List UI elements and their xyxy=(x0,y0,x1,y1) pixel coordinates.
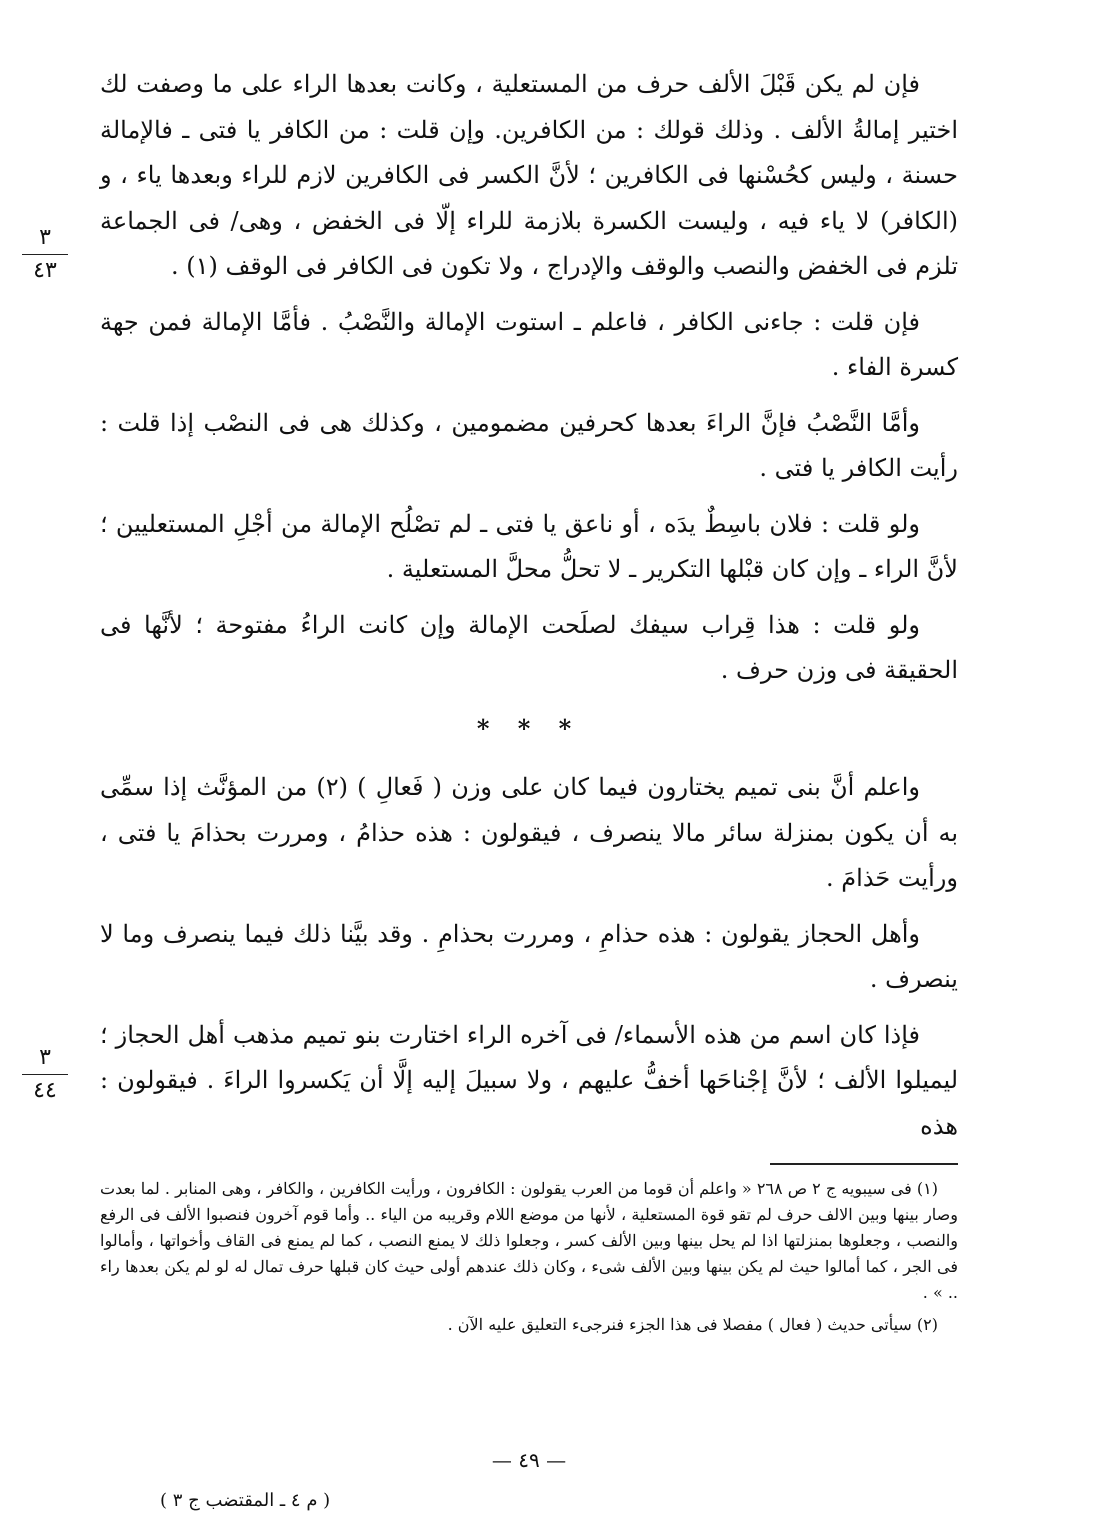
margin-reference-2 xyxy=(22,1046,68,1103)
margin-ref-volume: ٣ xyxy=(22,226,68,255)
footnote-2: (٢) سيأتى حديث ( فعال ) مفصلا فى هذا الجزء فنرجىء التعليق عليه الآن . xyxy=(447,1315,938,1334)
section-separator: * * * xyxy=(476,713,582,743)
paragraph-8: فإذا كان اسم من هذه الأسماء/ فى آخره الراء اختارت بنو تميم مذهب أهل الحجاز ؛ ليميلوا الألف ؛ لأنَّ إجْناحَها أخفُّ عليهم ، ولا سبيلَ إليه إلَّا أن يَكسروا الراءَ . فيقولون : هذه xyxy=(100,1020,958,1140)
footnote-1: (١) فى سيبويه ج ٢ ص ٢٦٨ « واعلم أن قوما من العرب يقولون : الكافرون ، ورأيت الكافرين ، والكافر ، وهى المنابر . لما بعدت وصار بينها وبين الالف حرف لم تقو قوة المستعلية ، لأنها من موضع اللام وقريبه من الياء .. وأما قوم آخرون فنصبوا الألف فى الرفع والنصب ، وجعلوها بمنزلتها اذا لم يحل بينها وبين الألف كسر ، وجعلوا ذلك لا يمنع النصب ، كما لم يمنع فى القاف وأخواتها ، وأمالوا فى الجر ، كما أمالوا حيث لم يكن بينها وبين الألف شىء ، وكان ذلك عندهم أولى حيث كان قبلها حرف تمال له لو لم يكن بعدها راء .. » . xyxy=(100,1179,958,1302)
margin-ref-page: ٤٤ xyxy=(33,1078,57,1103)
paragraph-6: واعلم أنَّ بنى تميم يختارون فيما كان على وزن ( فَعالِ ) (٢) من المؤنَّث إذا سمِّى به أن يكون بمنزلة سائر مالا ينصرف ، فيقولون : هذه حذامُ ، ومررت بحذامَ يا فتى ، ورأيت حَذامَ . xyxy=(100,773,958,892)
paragraph-2: فإن قلت : جاءنى الكافر ، فاعلم ـ استوت الإمالة والنَّصْبُ . فأمَّا الإمالة فمن جهة كسرة الفاء . xyxy=(100,307,958,381)
margin-ref-page: ٤٣ xyxy=(33,258,57,283)
paragraph-1: فإن لم يكن قَبْلَ الألف حرف من المستعلية ، وكانت بعدها الراء على ما وصفت لك اختير إمالةُ الألف . وذلك قولك : من الكافرين. وإن قلت : من الكافر يا فتى ـ فالإمالة حسنة ، وليس كحُسْنها فى الكافرين ؛ لأنَّ الكسر فى الكافرين لازم للراء وبعدها ياء ، و (الكافر) لا ياء فيه ، وليست الكسرة بلازمة للراء إلّا فى الخفض ، وهى/ فى الجماعة تلزم فى الخفض والنصب والوقف والإدراج ، ولا تكون فى الكافر فى الوقف (١) . xyxy=(100,70,958,280)
main-text xyxy=(100,62,958,1159)
paragraph-3: وأمَّا النَّصْبُ فإنَّ الراءَ بعدها كحرفين مضمومين ، وكذلك هى فى النصْب إذا قلت : رأيت الكافر يا فتى . xyxy=(100,408,958,482)
footnote-divider xyxy=(770,1163,958,1165)
margin-ref-volume: ٣ xyxy=(22,1046,68,1075)
footnotes xyxy=(100,1176,958,1344)
paragraph-7: وأهل الحجاز يقولون : هذه حذامِ ، ومررت بحذامِ . وقد بيَّنا ذلك فيما ينصرف وما لا ينصرف . xyxy=(100,919,958,993)
margin-reference-1 xyxy=(22,226,68,283)
page-number: — ٤٩ — xyxy=(491,1448,567,1472)
paragraph-4: ولو قلت : فلان باسِطٌ يدَه ، أو ناعق يا فتى ـ لم تصْلُح الإمالة من أجْلِ المستعليين ؛ لأنَّ الراء ـ وإن كان قبْلها التكرير ـ لا تحلُّ محلَّ المستعلية . xyxy=(100,509,958,583)
signature-mark: ( م ٤ ـ المقتضب ج ٣ ) xyxy=(160,1490,331,1511)
paragraph-5: ولو قلت : هذا قِراب سيفك لصلَحت الإمالة وإن كانت الراءُ مفتوحة ؛ لأنَّها فى الحقيقة فى وزن حرف . xyxy=(100,610,958,684)
